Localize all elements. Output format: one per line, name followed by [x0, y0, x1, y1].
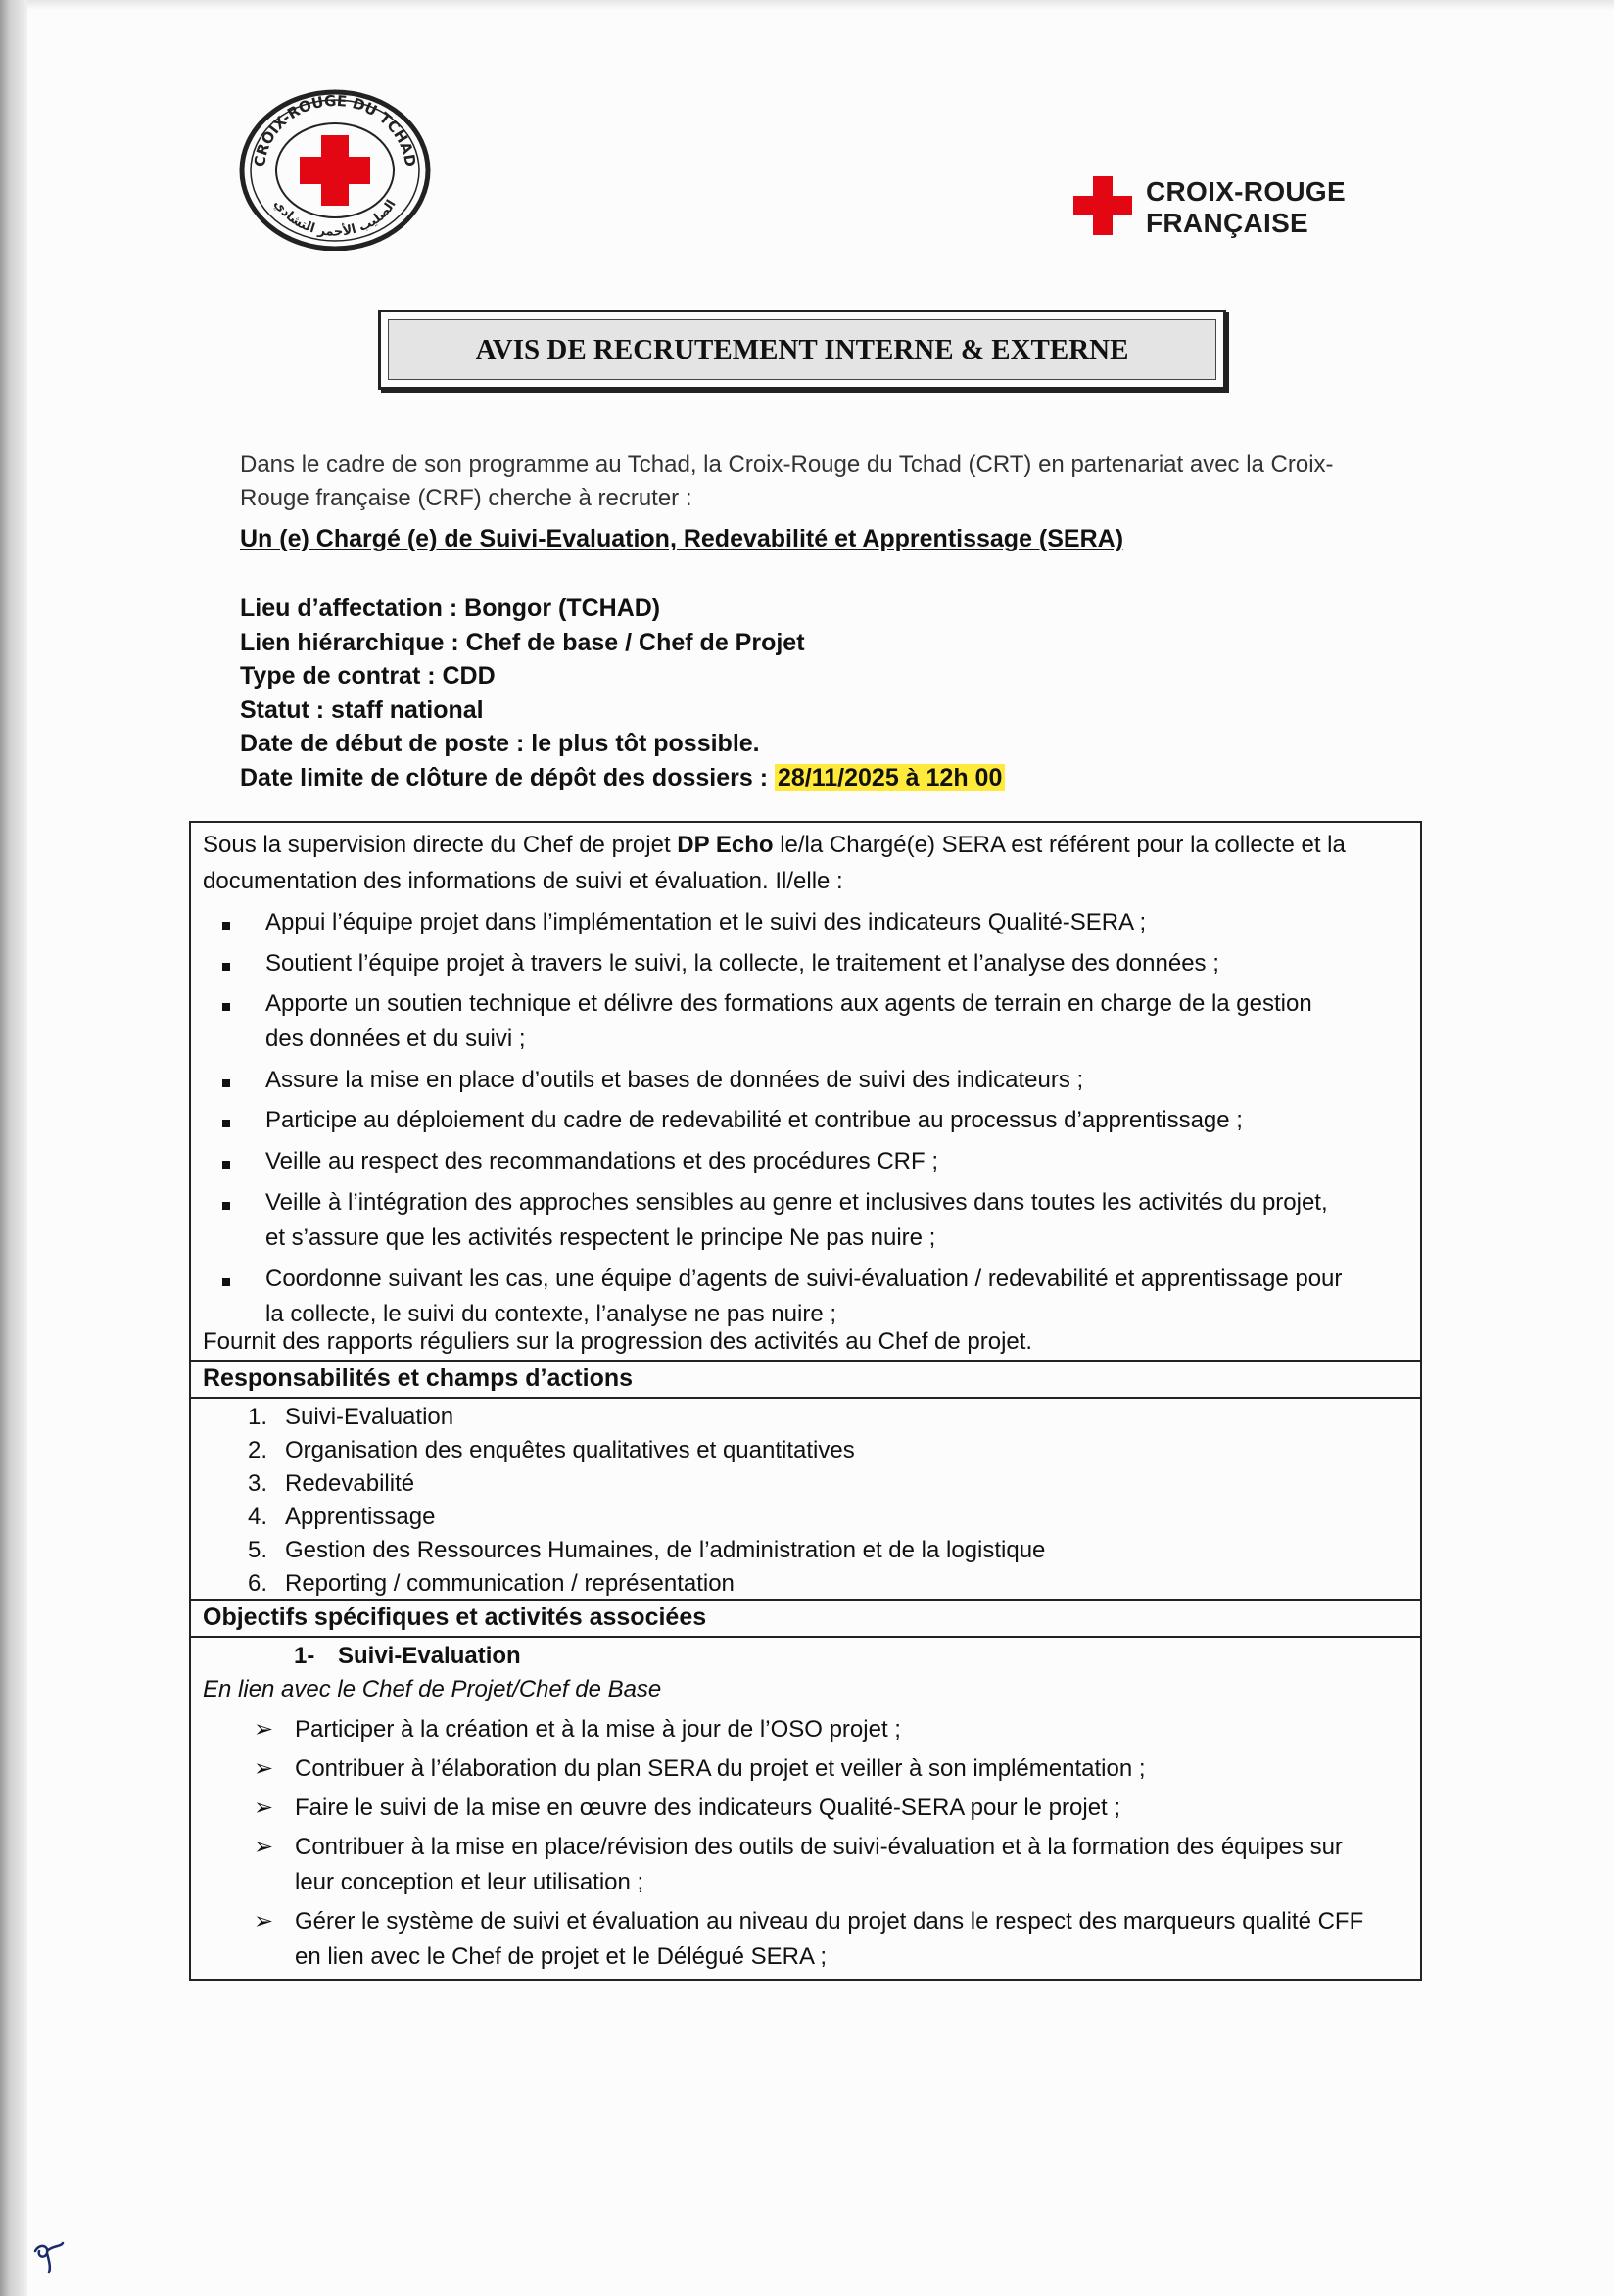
detail-limite: [240, 761, 1005, 795]
objectif-item-2: Contribuer à l’élaboration du plan SERA du projet et veiller à son implémentation ;: [295, 1755, 1146, 1782]
detail-statut: Statut : staff national: [240, 695, 484, 724]
mission-bullet-2: Soutient l’équipe projet à travers le suivi, la collecte, le traitement et l’analyse des données ;: [265, 950, 1219, 977]
objectif-item-5-line1: Gérer le système de suivi et évaluation au niveau du projet dans le respect des marqueurs qualité CFF: [295, 1908, 1364, 1935]
detail-type: Type de contrat : CDD: [240, 662, 496, 690]
supervision-intro-line2: documentation des informations de suivi et évaluation. Il/elle :: [203, 868, 843, 894]
resp-item-6: Reporting / communication / représentation: [285, 1570, 735, 1597]
supervision-intro: [203, 831, 1407, 860]
resp-item-4: Apprentissage: [285, 1504, 436, 1530]
seal-text-bottom: الصليب الأحمر التشادي: [270, 197, 400, 240]
crf-logo-text: [1146, 176, 1346, 239]
table-divider: [191, 1599, 1420, 1601]
job-title: Un (e) Chargé (e) de Suivi-Evaluation, Redevabilité et Apprentissage (SERA): [240, 525, 1124, 552]
bullet-icon: [222, 1202, 230, 1210]
mission-bullet-5: Participe au déploiement du cadre de redevabilité et contribue au processus d’apprentissage ;: [265, 1107, 1243, 1133]
objectif-item-4-line1: Contribuer à la mise en place/révision des outils de suivi-évaluation et à la formation des équipes sur: [295, 1834, 1343, 1860]
supervision-intro-bold: DP Echo: [677, 832, 774, 858]
objectif-item-5: [295, 1904, 1411, 1975]
mission-bullet-8-line1: Coordonne suivant les cas, une équipe d’agents de suivi-évaluation / redevabilité et apprentissage pour: [265, 1266, 1343, 1292]
deadline-value: 28/11/2025 à 12h 00: [775, 764, 1005, 791]
bullet-icon: [222, 922, 230, 930]
detail-lieu: Lieu d’affectation : Bongor (TCHAD): [240, 595, 661, 622]
job-description-table: [189, 821, 1422, 1981]
crf-logo-line2: FRANÇAISE: [1146, 208, 1309, 238]
resp-item-1: Suivi-Evaluation: [285, 1404, 454, 1430]
objectif-item-4: [295, 1830, 1411, 1900]
job-details: [240, 592, 1005, 794]
seal-red-cross-horizontal: [300, 157, 370, 184]
handwritten-initial-mark: [29, 2237, 69, 2276]
mission-bullet-7-line1: Veille à l’intégration des approches sensibles au genre et inclusives dans toutes les activités du projet,: [265, 1189, 1328, 1216]
resp-number-1: 1.: [248, 1404, 268, 1430]
resp-item-5: Gestion des Ressources Humaines, de l’administration et de la logistique: [285, 1537, 1046, 1563]
crf-red-cross-icon: [1073, 176, 1132, 235]
bullet-icon: [222, 1120, 230, 1127]
objectif-context: En lien avec le Chef de Projet/Chef de Base: [203, 1676, 662, 1702]
mission-bullet-3: [265, 986, 1411, 1057]
arrow-bullet-icon: ➢: [254, 1908, 274, 1935]
crf-logo-line1: CROIX-ROUGE: [1146, 176, 1346, 207]
intro-paragraph: [240, 449, 1386, 515]
resp-number-5: 5.: [248, 1537, 268, 1563]
detail-lien: Lien hiérarchique : Chef de base / Chef de Projet: [240, 628, 805, 656]
mission-bullet-8: [265, 1262, 1411, 1332]
resp-number-3: 3.: [248, 1470, 268, 1497]
bullet-icon: [222, 1161, 230, 1169]
objectif-item-4-line2: leur conception et leur utilisation ;: [295, 1869, 644, 1895]
arrow-bullet-icon: ➢: [254, 1794, 274, 1821]
objectif-sub-number: 1-: [294, 1643, 315, 1669]
deadline-label: Date limite de clôture de dépôt des dossiers :: [240, 763, 769, 791]
title-box: [378, 310, 1226, 390]
table-divider: [191, 1636, 1420, 1638]
mission-bullet-3-line2: des données et du suivi ;: [265, 1026, 526, 1052]
mission-bullet-8-line2: la collecte, le suivi du contexte, l’analyse ne pas nuire ;: [265, 1301, 836, 1327]
crf-logo: [1073, 174, 1367, 245]
mission-bullet-7: [265, 1185, 1411, 1256]
scan-top-edge: [0, 0, 1614, 10]
objectifs-heading: Objectifs spécifiques et activités associées: [203, 1603, 707, 1631]
mission-bullet-6: Veille au respect des recommandations et des procédures CRF ;: [265, 1148, 939, 1174]
mission-bullet-1: Appui l’équipe projet dans l’implémentation et le suivi des indicateurs Qualité-SERA ;: [265, 909, 1147, 935]
arrow-bullet-icon: ➢: [254, 1755, 274, 1782]
arrow-bullet-icon: ➢: [254, 1834, 274, 1860]
mission-bullet-3-line1: Apporte un soutien technique et délivre des formations aux agents de terrain en charge de la gestion: [265, 990, 1312, 1017]
crt-seal-logo: [237, 84, 433, 251]
objectif-item-5-line2: en lien avec le Chef de projet et le Délégué SERA ;: [295, 1943, 827, 1970]
page-title: AVIS DE RECRUTEMENT INTERNE & EXTERNE: [475, 333, 1129, 365]
arrow-bullet-icon: ➢: [254, 1716, 274, 1743]
objectif-item-3: Faire le suivi de la mise en œuvre des indicateurs Qualité-SERA pour le projet ;: [295, 1794, 1121, 1821]
resp-number-6: 6.: [248, 1570, 268, 1597]
bullet-icon: [222, 1003, 230, 1011]
intro-line-2: Rouge française (CRF) cherche à recruter :: [240, 485, 692, 511]
supervision-closing: Fournit des rapports réguliers sur la progression des activités au Chef de projet.: [203, 1328, 1033, 1355]
resp-number-2: 2.: [248, 1437, 268, 1463]
responsabilites-heading: Responsabilités et champs d’actions: [203, 1364, 634, 1392]
objectif-item-1: Participer à la création et à la mise à jour de l’OSO projet ;: [295, 1716, 901, 1743]
resp-number-4: 4.: [248, 1504, 268, 1530]
intro-line-1: Dans le cadre de son programme au Tchad, la Croix-Rouge du Tchad (CRT) en partenariat avec la Croix-: [240, 452, 1334, 478]
bullet-icon: [222, 963, 230, 971]
objectif-sub-heading: Suivi-Evaluation: [338, 1643, 521, 1669]
scan-left-edge: [0, 0, 27, 2296]
detail-debut: Date de début de poste : le plus tôt possible.: [240, 730, 760, 757]
bullet-icon: [222, 1278, 230, 1286]
mission-bullet-7-line2: et s’assure que les activités respectent le principe Ne pas nuire ;: [265, 1224, 936, 1251]
bullet-icon: [222, 1079, 230, 1087]
table-divider: [191, 1360, 1420, 1362]
resp-item-3: Redevabilité: [285, 1470, 415, 1497]
supervision-intro-b: le/la Chargé(e) SERA est référent pour la collecte et la: [773, 832, 1346, 858]
seal-text-top: CROIX-ROUGE DU TCHAD: [250, 91, 420, 168]
resp-item-2: Organisation des enquêtes qualitatives et quantitatives: [285, 1437, 855, 1463]
table-divider: [191, 1397, 1420, 1399]
mission-bullet-4: Assure la mise en place d’outils et bases de données de suivi des indicateurs ;: [265, 1067, 1084, 1093]
supervision-intro-a: Sous la supervision directe du Chef de projet: [203, 832, 678, 858]
